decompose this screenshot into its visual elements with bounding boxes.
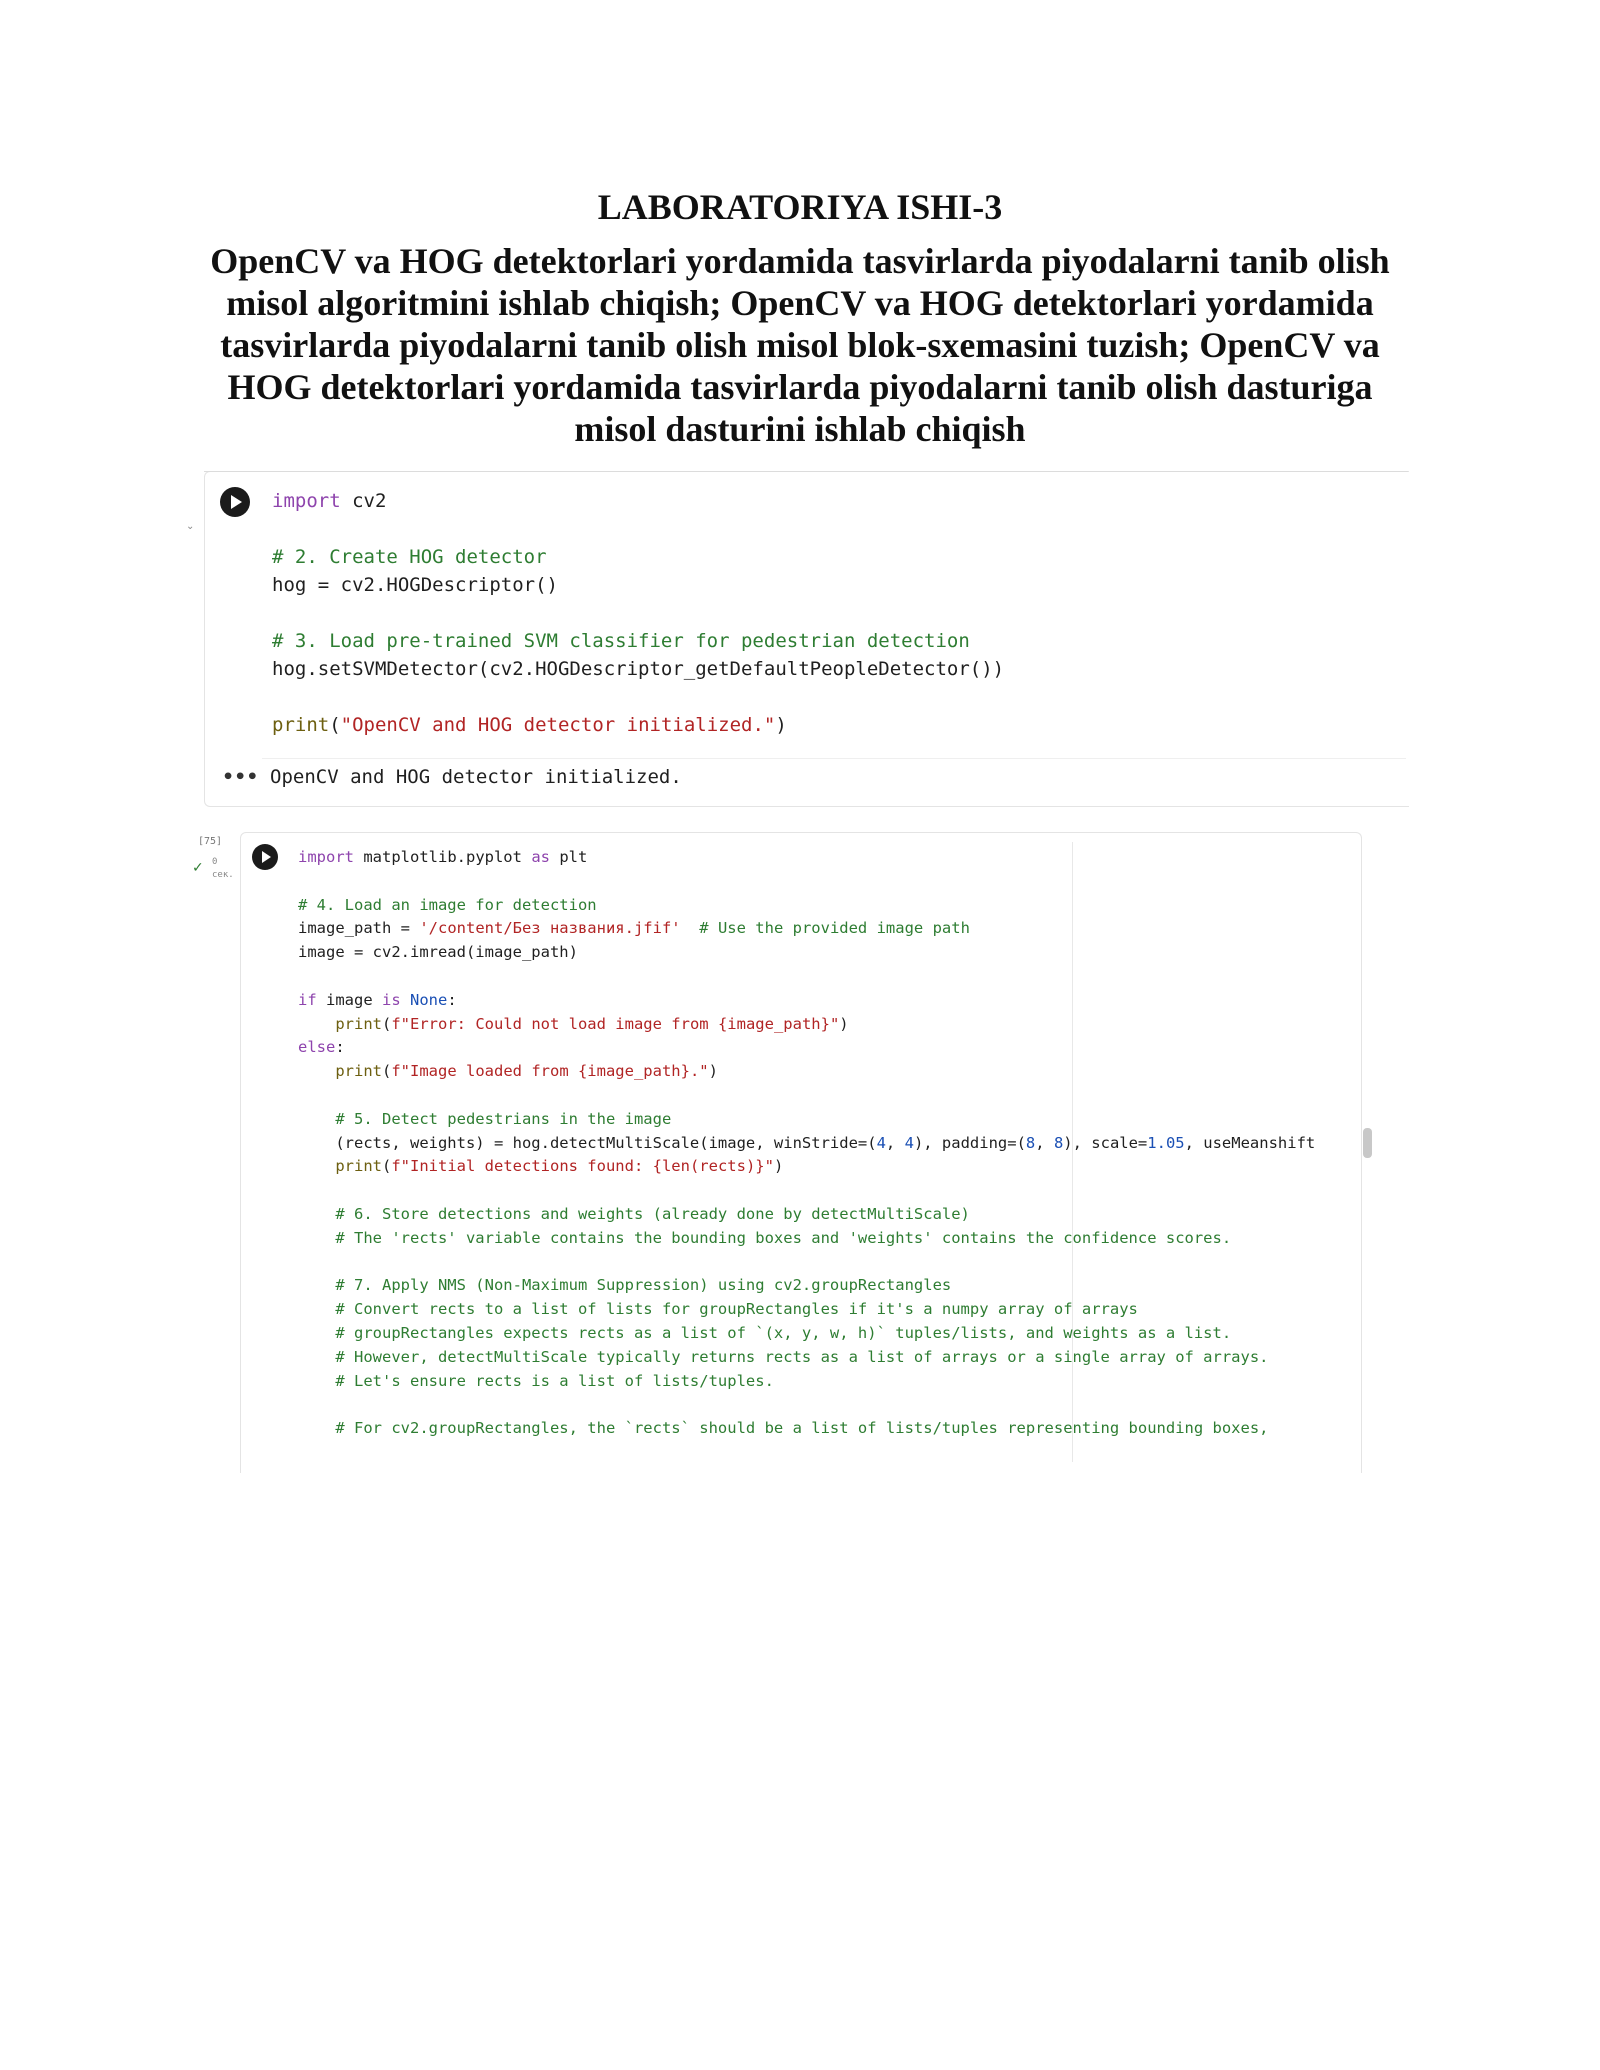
code-line: import matplotlib.pyplot as plt	[298, 848, 588, 866]
output-divider	[262, 758, 1406, 759]
code-line	[272, 683, 1004, 711]
code-line	[272, 599, 1004, 627]
code-editor-2[interactable]	[298, 846, 1315, 1441]
code-line: # 7. Apply NMS (Non-Maximum Suppression) using cv2.groupRectangles	[335, 1276, 952, 1295]
code-line: # 6. Store detections and weights (already done by detectMultiScale)	[335, 1204, 970, 1223]
code-line: # 4. Load an image for detection	[298, 895, 597, 914]
check-icon: ✓	[192, 860, 204, 876]
page-title: LABORATORIYA ISHI-3	[597, 187, 1003, 227]
play-icon	[231, 495, 242, 509]
code-line: # However, detectMultiScale typically returns rects as a list of arrays or a single array of arrays.	[335, 1347, 1269, 1366]
code-line: print(f"Initial detections found: {len(rects)}")	[335, 1157, 784, 1176]
execution-time	[212, 856, 234, 882]
code-line: # 2. Create HOG detector	[272, 546, 547, 568]
code-line: # Convert rects to a list of lists for groupRectangles if it's a numpy array of arrays	[335, 1300, 1138, 1319]
code-line: image_path = '/content/Без названия.jfif' # Use the provided image path	[298, 919, 970, 938]
code-line: hog.setSVMDetector(cv2.HOGDescriptor_getDefaultPeopleDetector())	[272, 658, 1005, 680]
code-line	[298, 1251, 1315, 1275]
subtitle-line: tasvirlarda piyodalarni tanib olish misol blok-sxemasini tuzish; OpenCV va	[220, 325, 1380, 365]
subtitle-line: OpenCV va HOG detektorlari yordamida tasvirlarda piyodalarni tanib olish	[210, 241, 1390, 281]
execution-time-text: 0 сек.	[212, 857, 234, 880]
run-cell-button[interactable]	[252, 844, 278, 870]
page-subtitle	[0, 240, 1600, 450]
code-line: print(f"Image loaded from {image_path}.")	[335, 1062, 718, 1081]
code-line: else:	[298, 1038, 345, 1057]
code-line	[298, 1084, 1315, 1108]
run-cell-button[interactable]	[220, 487, 250, 517]
collapse-icon[interactable]: ⌄	[186, 521, 195, 532]
code-line: print("OpenCV and HOG detector initialized.")	[272, 714, 787, 736]
cell-border	[204, 471, 1408, 472]
cell-output: OpenCV and HOG detector initialized.	[270, 766, 682, 788]
code-line	[298, 965, 1315, 989]
code-line: print(f"Error: Could not load image from {image_path}")	[335, 1014, 849, 1033]
code-line: # The 'rects' variable contains the bounding boxes and 'weights' contains the confidence scores.	[335, 1228, 1232, 1247]
subtitle-line: HOG detektorlari yordamida tasvirlarda piyodalarni tanib olish dasturiga	[227, 367, 1373, 407]
code-line: # groupRectangles expects rects as a list of `(x, y, w, h)` tuples/lists, and weights as a list.	[335, 1323, 1232, 1342]
horizontal-scrollbar[interactable]	[1363, 1128, 1372, 1158]
code-line: # Let's ensure rects is a list of lists/tuples.	[335, 1371, 774, 1390]
ellipsis-icon[interactable]: •••	[222, 766, 259, 788]
play-icon	[262, 851, 271, 863]
execution-count: [75]	[198, 836, 223, 847]
code-line	[298, 1393, 1315, 1417]
code-line: if image is None:	[298, 990, 457, 1009]
subtitle-line: misol dasturini ishlab chiqish	[574, 409, 1026, 449]
code-line: # 3. Load pre-trained SVM classifier for pedestrian detection	[272, 630, 970, 652]
code-line	[298, 1179, 1315, 1203]
code-line	[272, 515, 1004, 543]
code-line: import cv2	[272, 490, 387, 512]
code-line	[298, 870, 1315, 894]
code-line: # 5. Detect pedestrians in the image	[335, 1109, 672, 1128]
code-line: # For cv2.groupRectangles, the `rects` should be a list of lists/tuples representing bounding boxes,	[335, 1419, 1269, 1438]
subtitle-line: misol algoritmini ishlab chiqish; OpenCV va HOG detektorlari yordamida	[226, 283, 1374, 323]
code-line: hog = cv2.HOGDescriptor()	[272, 574, 558, 596]
code-line: image = cv2.imread(image_path)	[298, 943, 578, 962]
code-line: (rects, weights) = hog.detectMultiScale(image, winStride=(4, 4), padding=(8, 8), scale=1.05, useMeanshift	[298, 1133, 1316, 1152]
code-editor-1[interactable]	[272, 487, 1004, 739]
